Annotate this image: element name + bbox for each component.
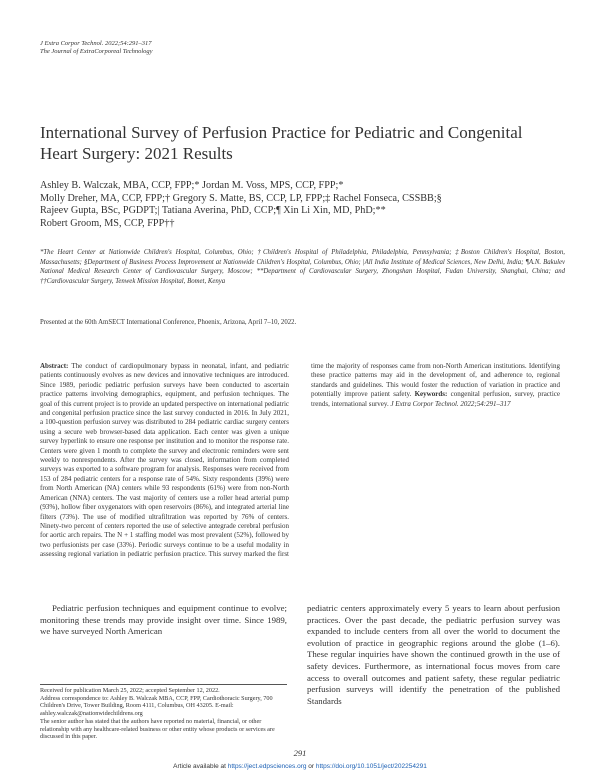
affiliations: *The Heart Center at Nationwide Children's Hospital, Columbus, Ohio; †Children's Hospital of Philadelphia, Philadelphia, Pennsylvania; ‡Boston Children's Hospital, Boston, Massachusetts; §Department of Business Process Improvement at Nationwide Children's Hospital, Columbus, Ohio; |All India Institute of Medical Sciences, New Delhi, India; ¶A.N. Bakulev National Medical Research Center of Cardiovascular Surgery, Moscow; **Department of Cardiovascular Surgery, Zhongshan Hospital, Fudan University, Shanghai, China; and ††Cardiovascular Surgery, Tenwek Mission Hospital, Bomet, Kenya: [40, 249, 565, 285]
availability-prefix: Article available at: [173, 763, 226, 770]
footnote: [40, 687, 287, 741]
page-number: 291: [293, 748, 307, 758]
availability-line: [0, 763, 600, 770]
body-right-column: pediatric centers approximately every 5 years to learn about perfusion practices. Over the past decade, the pediatric perfusion survey was expanded to include centers from all over the world to document the evolution of practice in geographic regions around the globe (1–6). These regular inquiries have shown the continued growth in the use of safety devices. Furthermore, as international focus moves from care access to overall outcomes and patient safety, these regular pediatric perfusion surveys will identify the penetration of the published Standards: [307, 603, 560, 706]
abstract-text: The conduct of cardiopulmonary bypass in neonatal, infant, and pediatric patients continuously evolves as new devices and innovative techniques are introduced. Since 1989, periodic pediatric perfusion surveys have been conducted to ascertain practice patterns involving demographics, equipment, and perfusion techniques. The goal of this current project is to provide an updated perspective on international pediatric and congenital perfusion practice since the last survey conducted in 2016. In July 2021, a 100-question perfusion survey was distributed to 284 pediatric cardiac surgery centers using a secure web browser-based data application. Each center was given a unique survey hyperlink to ensure one response per institution and to monitor the response rate. Centers were given 1 month to complete the survey and electronic reminders were sent weekly to nonrespondents. After the survey was closed, information from completed surveys was exported to a software program for analysis. Responses were received from 153 of 284 pediatric centers for a response rate of 54%. Sixty respondents (39%) were from North American (NA) centers while 93 respondents (61%) were from non-North American (NNA) centers. The vast majority of centers use a roller head arterial pump (93%), hollow fiber oxygenators with open reservoirs (86%), and integrated arterial line filters (73%). The use of modified ultrafiltration was reported by 76% of centers. Ninety-two percent of centers reported the use of selective antegrade cerebral perfusion for aortic arch repairs. The N + 1 staffing model was most prevalent (52%), followed by two perfusionists per case (33%). Periodic surveys continue to be a useful modality in assessing regional variation in pediatric perfusion practice. This survey marked the first time the majority of responses came from non-North American institutions. Identifying these practice patterns may aid in the development of, and adherence to, regional standards and guidelines. This would foster the reduction of variation in practice and potentially improve patient safety.: [40, 362, 560, 559]
abstract: [40, 362, 560, 567]
footnote-received: Received for publication March 25, 2022; accepted September 12, 2022.: [40, 687, 220, 694]
footnote-correspondence: Address correspondence to: Ashley B. Walczak MBA, CCP, FPP, Cardiothoracic Surgery, 700 Children's Drive, Tower Building, Room 4111, Columbus, OH 43205. E-mail: ashley.walczak@nationwidechildrens.org: [40, 694, 273, 718]
footnote-divider: [40, 684, 287, 685]
footnote-disclosure: The senior author has stated that the authors have reported no material, financial, or other relationship with any healthcare-related business or other entity whose products or services are discussed in this paper.: [40, 717, 275, 741]
keywords-label: Keywords:: [414, 390, 448, 399]
author-list: [40, 180, 565, 230]
abstract-label: Abstract:: [40, 362, 69, 370]
abstract-citation: J Extra Corpor Technol. 2022;54:291–317: [390, 399, 511, 408]
journal-link[interactable]: https://ject.edpsciences.org: [227, 763, 307, 770]
availability-or: or: [308, 763, 315, 770]
author-line: Ashley B. Walczak, MBA, CCP, FPP;* Jordan M. Voss, MPS, CCP, FPP;*: [40, 180, 344, 191]
author-line: Rajeev Gupta, BSc, PGDPT;| Tatiana Averina, PhD, CCP;¶ Xin Li Xin, MD, PhD;**: [40, 205, 386, 216]
journal-name: The Journal of ExtraCorporeal Technology: [40, 48, 153, 55]
journal-header: [40, 40, 153, 56]
author-line: Robert Groom, MS, CCP, FPP††: [40, 217, 175, 229]
journal-citation: J Extra Corpor Technol. 2022;54:291–317: [40, 40, 152, 47]
author-line: Molly Dreher, MA, CCP, FPP;† Gregory S. Matte, BS, CCP, LP, FPP;‡ Rachel Fonseca, CSSBB;§: [40, 192, 442, 204]
presented-note: Presented at the 60th AmSECT International Conference, Phoenix, Arizona, April 7–10, 2022.: [40, 319, 297, 326]
keywords-text: congenital perfusion, survey, practice trends, international survey.: [311, 390, 561, 408]
body-left-column: Pediatric perfusion techniques and equipment continue to evolve; monitoring these trends may provide insight over time. Since 1989, we have surveyed North American: [40, 603, 287, 637]
doi-link[interactable]: https://doi.org/10.1051/ject/202254291: [315, 763, 427, 770]
article-title: International Survey of Perfusion Practice for Pediatric and Congenital Heart Surgery: 2021 Results: [40, 123, 523, 163]
